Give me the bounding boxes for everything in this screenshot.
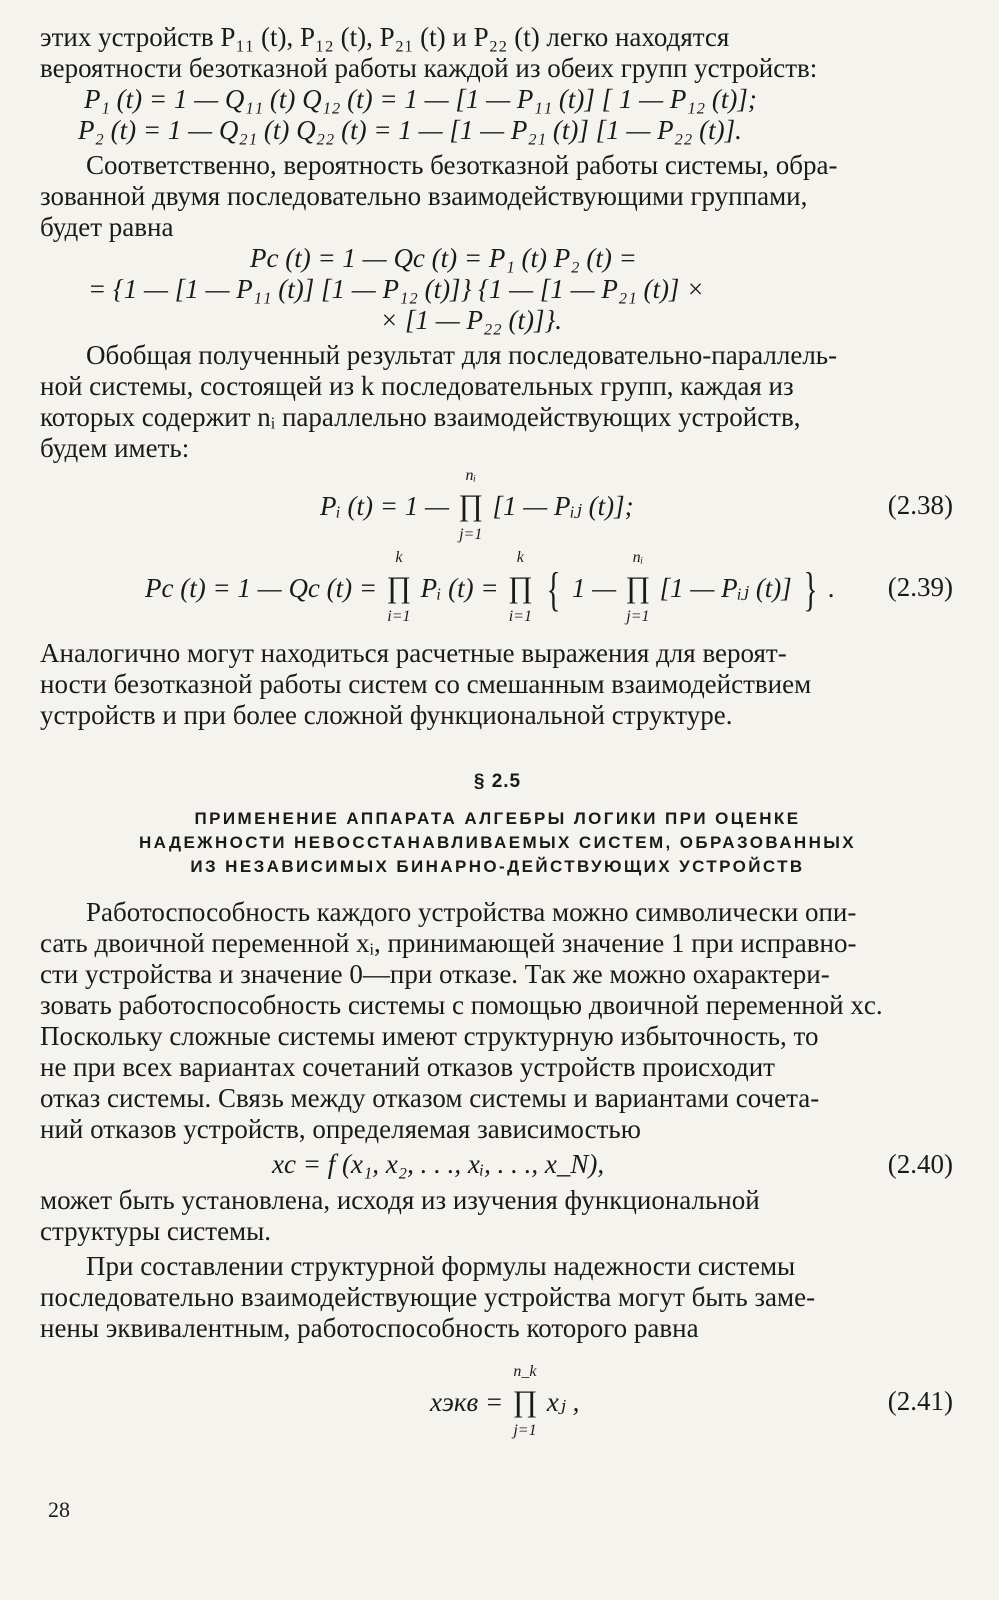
paragraph-analog [40,638,955,731]
paragraph-intro [40,22,955,84]
product-symbol: ∏ nᵢ j=1 [458,467,484,543]
text-line: ности безотказной работы систем со смешанным взаимодействием [40,669,812,699]
text-line: будем иметь: [40,433,190,463]
text-line: будет равна [40,212,174,242]
text-line: При составлении структурной формулы надежности системы [86,1251,796,1281]
paragraph-series [40,150,955,243]
paragraph-structural [40,1251,955,1344]
equation-number: (2.41) [887,1386,953,1416]
text-line: сать двоичной переменной xᵢ, принимающей значение 1 при исправно- [40,928,857,958]
page [40,22,955,1439]
paragraph-established [40,1185,955,1247]
product-symbol: ∏ k i=1 [386,549,412,625]
text-line: не при всех вариантах сочетаний отказов устройств происходит [40,1052,775,1082]
text-line: зовать работоспособность системы с помощью двоичной переменной xc. [40,990,883,1020]
text-line: Аналогично могут находиться расчетные выражения для вероят- [40,638,787,668]
equation-pc-line2: = {1 — [1 — P₁₁ (t)] [1 — P₁₂ (t)]} {1 — [1 — P₂₁ (t)] × [88,274,705,304]
text-line: нены эквивалентным, работоспособность которого равна [40,1313,699,1343]
equation-pc-line1: Pc (t) = 1 — Qc (t) = P₁ (t) P₂ (t) = [250,243,637,273]
equation-2-41: xэкв = ∏ n_k j=1 xⱼ , (2.41) [430,1363,953,1439]
text-line: Соответственно, вероятность безотказной работы системы, обра- [86,150,838,180]
text-line: ной системы, состоящей из k последовательных групп, каждая из [40,371,794,401]
equation-2-40: xc = f (x₁, x₂, . . ., xᵢ, . . ., x_N), (2.40) [272,1149,953,1179]
text-line: этих устройств P₁₁ (t), P₁₂ (t), P₂₁ (t) и P₂₂ (t) легко находятся [40,22,730,52]
equation-number: (2.38) [887,490,953,520]
section-number: § 2.5 [473,771,522,792]
text-line: Работоспособность каждого устройства можно символически опи- [86,897,857,927]
section-title-line: ИЗ НЕЗАВИСИМЫХ БИНАРНО-ДЕЙСТВУЮЩИХ УСТРОЙСТВ [190,857,805,876]
equation-pc-line3: × [1 — P₂₂ (t)]}. [380,305,563,335]
page-number: 28 [48,1497,70,1522]
left-brace: { [546,563,561,616]
text-line: зованной двумя последовательно взаимодействующими группами, [40,181,808,211]
section-title-line: ПРИМЕНЕНИЕ АППАРАТА АЛГЕБРЫ ЛОГИКИ ПРИ ОЦЕНКЕ [194,809,801,828]
paragraph-generalize [40,340,955,464]
text-line: отказ системы. Связь между отказом системы и вариантами сочета- [40,1083,820,1113]
text-line: которых содержит nᵢ параллельно взаимодействующих устройств, [40,402,801,432]
text-line: Обобщая полученный результат для последовательно-параллель- [86,340,838,370]
right-brace: } [803,563,817,616]
equation-p1: P₁ (t) = 1 — Q₁₁ (t) Q₁₂ (t) = 1 — [1 — P₁₁ (t)] [ 1 — P₁₂ (t)]; [84,84,757,114]
text-line: Поскольку сложные системы имеют структурную избыточность, то [40,1021,819,1051]
equation-number: (2.40) [887,1149,953,1179]
text-line: сти устройства и значение 0—при отказе. Так же можно охарактери- [40,959,830,989]
text-line: ний отказов устройств, определяемая зависимостью [40,1114,641,1144]
text-line: может быть установлена, исходя из изучения функциональной [40,1185,760,1215]
paragraph-workability [40,897,955,1145]
section-title-line: НАДЕЖНОСТИ НЕВОССТАНАВЛИВАЕМЫХ СИСТЕМ, ОБРАЗОВАННЫХ [138,833,857,852]
text-line: структуры системы. [40,1216,272,1246]
equation-number: (2.39) [887,572,953,602]
product-symbol: ∏ k i=1 [507,549,533,625]
text-line: последовательно взаимодействующие устройства могут быть заме- [40,1282,816,1312]
product-symbol: ∏ n_k j=1 [512,1363,538,1439]
equation-p2: P₂ (t) = 1 — Q₂₁ (t) Q₂₂ (t) = 1 — [1 — P₂₁ (t)] [1 — P₂₂ (t)]. [78,115,742,145]
section-heading [40,771,955,879]
equation-2-38: Pᵢ (t) = 1 — ∏ nᵢ j=1 [1 — Pᵢⱼ (t)]; (2.38) [320,467,953,543]
equation-2-39: Pc (t) = 1 — Qc (t) = ∏ k i=1 Pᵢ (t) = ∏ k i=1 { 1 — ∏ nᵢ j=1 [1 — Pᵢⱼ (t)] } . (2.39) [145,549,953,625]
product-symbol: ∏ nᵢ j=1 [625,549,651,625]
text-line: устройств и при более сложной функциональной структуре. [40,700,733,730]
text-line: вероятности безотказной работы каждой из обеих групп устройств: [40,53,818,83]
